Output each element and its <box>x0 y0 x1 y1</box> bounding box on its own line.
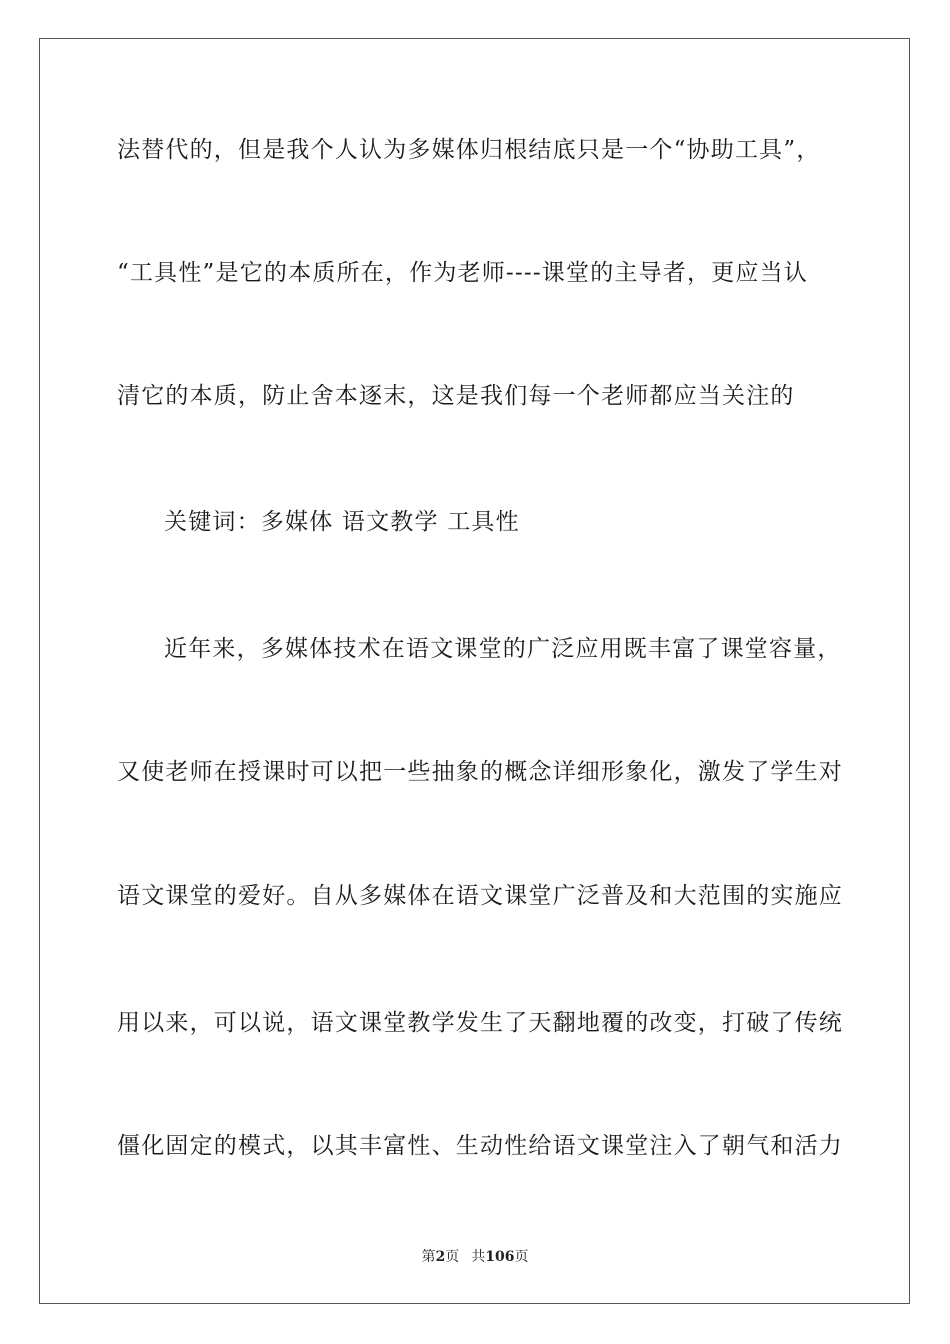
keywords-line: 关键词：多媒体 语文教学 工具性 <box>164 509 520 535</box>
page-footer <box>0 1248 950 1266</box>
total-prefix: 共 <box>471 1249 486 1265</box>
page-prefix: 第 <box>421 1249 436 1265</box>
text-line-8: 用以来，可以说，语文课堂教学发生了天翻地覆的改变，打破了传统 <box>117 1010 843 1036</box>
text-line-9: 僵化固定的模式，以其丰富性、生动性给语文课堂注入了朝气和活力 <box>117 1133 843 1159</box>
text-line-5: 近年来，多媒体技术在语文课堂的广泛应用既丰富了课堂容量， <box>164 636 842 662</box>
total-pages: 106 <box>485 1249 515 1265</box>
text-line-3: 清它的本质，防止舍本逐末，这是我们每一个老师都应当关注的 <box>117 383 795 409</box>
text-line-2: “工具性”是它的本质所在，作为老师----课堂的主导者，更应当认 <box>117 260 809 286</box>
text-line-1: 法替代的，但是我个人认为多媒体归根结底只是一个“协助工具”， <box>117 137 821 163</box>
page-suffix: 页 <box>445 1249 460 1265</box>
page-frame <box>39 38 910 1304</box>
text-line-6: 又使老师在授课时可以把一些抽象的概念详细形象化，激发了学生对 <box>117 759 843 785</box>
text-line-7: 语文课堂的爱好。自从多媒体在语文课堂广泛普及和大范围的实施应 <box>117 883 843 909</box>
total-suffix: 页 <box>514 1249 529 1265</box>
page-number: 2 <box>435 1249 446 1265</box>
